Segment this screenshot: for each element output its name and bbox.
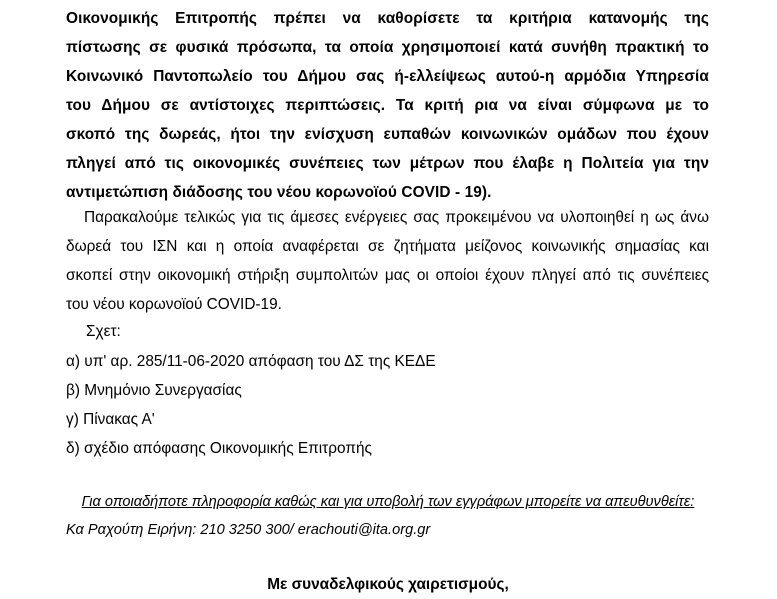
request-line-4: του νέου κορωνοϊού COVID-19. <box>66 296 282 313</box>
attachment-item: γ) Πίνακας Α' <box>66 411 155 428</box>
attachments-heading: Σχετ: <box>86 323 121 340</box>
request-line-2: δωρεά του ΙΣΝ και η οποία αναφέρεται σε ζητήματα μείζονος κοινωνικής σημασίας και <box>66 238 709 255</box>
attachment-item: β) Μνημόνιο Συνεργασίας <box>66 382 242 399</box>
contact-details: Κα Ραχούτη Ειρήνη: 210 3250 300/ erachouti@ita.org.gr <box>66 522 431 538</box>
criteria-line-7: αντιμετώπιση διάδοσης του νέου κορωνοϊού COVID - 19). <box>66 184 492 201</box>
criteria-line-3: Κοινωνικό Παντοπωλείο του Δήμου σας ή-ελλείψεως αυτού-η αρμόδια Υπηρεσία <box>66 68 709 85</box>
criteria-line-4: του Δήμου σε αντίστοιχες περιπτώσεις. Τα κριτή ρια να είναι σύμφωνα με το <box>66 97 709 114</box>
attachment-item: δ) σχέδιο απόφασης Οικονομικής Επιτροπής <box>66 440 372 457</box>
attachment-item: α) υπ' αρ. 285/11-06-2020 απόφαση του ΔΣ της ΚΕΔΕ <box>66 353 436 370</box>
closing-salutation: Με συναδελφικούς χαιρετισμούς, <box>267 576 509 593</box>
request-line-3: σκοπεί στην οικονομική στήριξη συμπολιτών μας οι οποίοι έχουν πληγεί από τις συνέπειες <box>66 267 709 284</box>
criteria-line-1: Οικονομικής Επιτροπής πρέπει να καθορίσετε τα κριτήρια κατανομής της <box>66 10 709 27</box>
request-line-1: Παρακαλούμε τελικώς για τις άμεσες ενέργειες σας προκειμένου να υλοποιηθεί η ως άνω <box>84 209 709 226</box>
criteria-line-2: πίστωσης σε φυσικά πρόσωπα, τα οποία χρησιμοποιεί κατά συνήθη πρακτική το <box>66 39 709 56</box>
criteria-line-6: πληγεί από τις οικονομικές συνέπειες των μέτρων που έλαβε η Πολιτεία για την <box>66 155 709 172</box>
criteria-line-5: σκοπό της δωρεάς, ήτοι την ενίσχυση ευπαθών κοινωνικών ομάδων που έχουν <box>66 126 709 143</box>
contact-heading: Για οποιαδήποτε πληροφορία καθώς και για υποβολή των εγγράφων μπορείτε να απευθυνθείτε: <box>81 494 695 510</box>
